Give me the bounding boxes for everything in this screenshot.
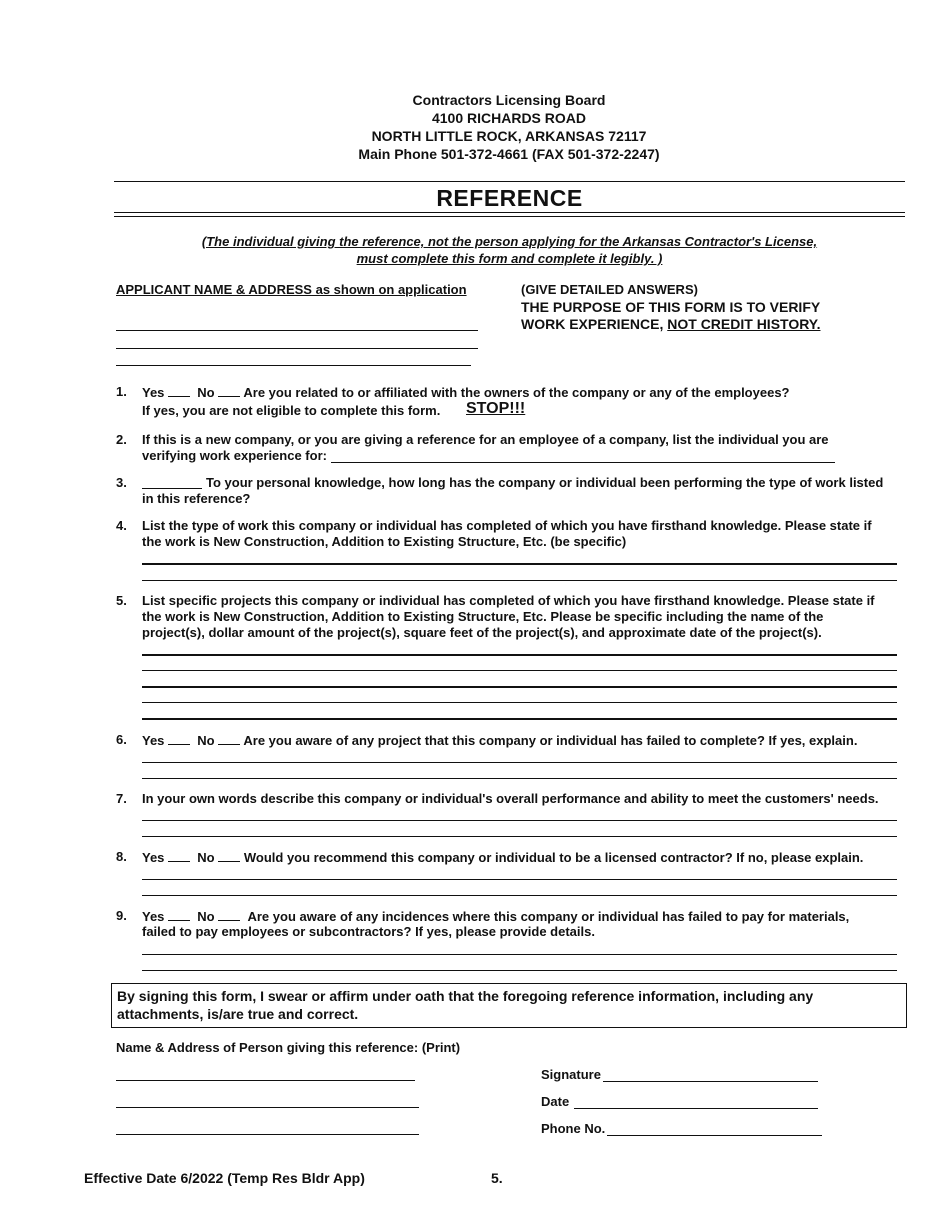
q9-row bbox=[142, 908, 849, 926]
q8-text: Would you recommend this company or individual to be a licensed contractor? If no, please explain. bbox=[243, 850, 864, 865]
q9-answer-line-2[interactable] bbox=[142, 970, 897, 971]
org-phone: Main Phone 501-372-4661 (FAX 501-372-2247) bbox=[358, 146, 660, 162]
q9-no-blank[interactable] bbox=[218, 908, 240, 921]
date-line[interactable] bbox=[574, 1108, 818, 1109]
q8-answer-line-2[interactable] bbox=[142, 895, 897, 896]
q6-yes-label: Yes bbox=[142, 733, 165, 748]
notice-line2: THE PURPOSE OF THIS FORM IS TO VERIFY bbox=[521, 299, 821, 315]
q8-no-label: No bbox=[197, 850, 215, 865]
q6-text: Are you aware of any project that this company or individual has failed to complete? If yes, explain. bbox=[243, 733, 858, 748]
q4-answer-line-1[interactable] bbox=[142, 563, 897, 565]
signer-line-3[interactable] bbox=[116, 1134, 419, 1135]
applicant-label-rest: as shown on application bbox=[311, 282, 467, 297]
q1-row bbox=[142, 384, 790, 402]
instructions-line1: (The individual giving the reference, not the person applying for the Arkansas Contractor's License, bbox=[201, 234, 818, 249]
q4-line2: the work is New Construction, Addition to Existing Structure, Etc. (be specific) bbox=[142, 534, 627, 549]
q5-number: 5. bbox=[116, 593, 127, 608]
q6-number: 6. bbox=[116, 732, 127, 747]
q9-answer-line-1[interactable] bbox=[142, 954, 897, 955]
q1-sub-row bbox=[142, 403, 440, 420]
signature-line[interactable] bbox=[603, 1081, 818, 1082]
q3-number: 3. bbox=[116, 475, 127, 490]
oath-box bbox=[111, 983, 907, 1028]
q1-sub: If yes, you are not eligible to complete this form. bbox=[142, 403, 441, 418]
phone-label: Phone No. bbox=[541, 1121, 606, 1136]
instructions-line2: must complete this form and complete it legibly. ) bbox=[356, 251, 663, 266]
q1-number: 1. bbox=[116, 384, 127, 399]
q2-line1: If this is a new company, or you are giving a reference for an employee of a company, list the individual you are bbox=[142, 432, 829, 447]
q5-line1: List specific projects this company or individual has completed of which you have firsthand knowledge. Please state if bbox=[142, 593, 875, 608]
notice-line3a: WORK EXPERIENCE, bbox=[521, 316, 668, 332]
q9-number: 9. bbox=[116, 908, 127, 923]
footer-page-number: 5. bbox=[491, 1170, 503, 1186]
q9-no-label: No bbox=[197, 909, 215, 924]
org-city: NORTH LITTLE ROCK, ARKANSAS 72117 bbox=[371, 128, 647, 144]
oath-line1: By signing this form, I swear or affirm under oath that the foregoing reference information, including any bbox=[117, 988, 814, 1004]
q6-answer-line-1[interactable] bbox=[142, 762, 897, 763]
applicant-line-2[interactable] bbox=[116, 348, 478, 349]
title-top-rule bbox=[114, 181, 905, 182]
q3-line2: in this reference? bbox=[142, 491, 251, 506]
applicant-label-bold: APPLICANT NAME & ADDRESS bbox=[116, 282, 312, 297]
q6-no-label: No bbox=[197, 733, 215, 748]
q9-line2: failed to pay employees or subcontractors? If yes, please provide details. bbox=[142, 924, 595, 939]
q8-number: 8. bbox=[116, 849, 127, 864]
q7-answer-line-2[interactable] bbox=[142, 836, 897, 837]
q8-yes-blank[interactable] bbox=[168, 849, 190, 862]
q7-text: In your own words describe this company or individual's overall performance and ability to meet the customers' needs. bbox=[142, 791, 879, 806]
notice-line3b: NOT CREDIT HISTORY. bbox=[667, 316, 821, 332]
q2-number: 2. bbox=[116, 432, 127, 447]
footer-effective-date: Effective Date 6/2022 (Temp Res Bldr App) bbox=[84, 1170, 365, 1186]
q8-no-blank[interactable] bbox=[218, 849, 240, 862]
q5-answer-line-5[interactable] bbox=[142, 718, 897, 720]
q8-row bbox=[142, 849, 863, 867]
signer-label: Name & Address of Person giving this reference: (Print) bbox=[116, 1040, 461, 1055]
notice-line1: (GIVE DETAILED ANSWERS) bbox=[521, 282, 698, 297]
q1-yes-label: Yes bbox=[142, 385, 165, 400]
q8-yes-label: Yes bbox=[142, 850, 165, 865]
page-title: REFERENCE bbox=[436, 185, 583, 211]
q2-line2: verifying work experience for: bbox=[142, 448, 327, 463]
q9-yes-blank[interactable] bbox=[168, 908, 190, 921]
q4-answer-line-2[interactable] bbox=[142, 580, 897, 581]
date-label: Date bbox=[541, 1094, 570, 1109]
title-bottom-rule bbox=[114, 212, 905, 213]
q6-row bbox=[142, 732, 857, 750]
q9-yes-label: Yes bbox=[142, 909, 165, 924]
q1-stop: STOP!!! bbox=[466, 400, 526, 417]
q4-number: 4. bbox=[116, 518, 127, 533]
q6-no-blank[interactable] bbox=[218, 732, 240, 745]
notice-line3 bbox=[521, 316, 820, 332]
q3-answer-blank[interactable] bbox=[142, 488, 202, 489]
q7-answer-line-1[interactable] bbox=[142, 820, 897, 821]
signer-line-2[interactable] bbox=[116, 1107, 419, 1108]
org-name: Contractors Licensing Board bbox=[412, 92, 606, 108]
phone-line[interactable] bbox=[607, 1135, 822, 1136]
q1-text: Are you related to or affiliated with the owners of the company or any of the employees? bbox=[243, 385, 790, 400]
q5-answer-line-2[interactable] bbox=[142, 670, 897, 671]
oath-line2: attachments, is/are true and correct. bbox=[117, 1006, 359, 1022]
q3-line1: To your personal knowledge, how long has the company or individual been performing the type of work listed bbox=[206, 475, 884, 490]
q5-line3: project(s), dollar amount of the project(s), square feet of the project(s), and approximate date of the project(s). bbox=[142, 625, 822, 640]
q5-answer-line-4[interactable] bbox=[142, 702, 897, 703]
applicant-label bbox=[116, 282, 467, 297]
q6-answer-line-2[interactable] bbox=[142, 778, 897, 779]
q1-yes-blank[interactable] bbox=[168, 384, 190, 397]
title-bottom-rule-2 bbox=[114, 216, 905, 217]
q9-line1: Are you aware of any incidences where this company or individual has failed to pay for materials, bbox=[247, 909, 850, 924]
q5-answer-line-3[interactable] bbox=[142, 686, 897, 688]
q1-no-blank[interactable] bbox=[218, 384, 240, 397]
q6-yes-blank[interactable] bbox=[168, 732, 190, 745]
applicant-line-3[interactable] bbox=[116, 365, 471, 366]
q4-line1: List the type of work this company or individual has completed of which you have firsthand knowledge. Please state if bbox=[142, 518, 872, 533]
q5-answer-line-1[interactable] bbox=[142, 654, 897, 656]
signature-label: Signature bbox=[541, 1067, 601, 1082]
q7-number: 7. bbox=[116, 791, 127, 806]
q2-answer-line[interactable] bbox=[331, 462, 835, 463]
q1-no-label: No bbox=[197, 385, 215, 400]
q5-line2: the work is New Construction, Addition to Existing Structure, Etc. Please be specific including the name of the bbox=[142, 609, 824, 624]
q8-answer-line-1[interactable] bbox=[142, 879, 897, 880]
org-street: 4100 RICHARDS ROAD bbox=[431, 110, 587, 126]
applicant-line-1[interactable] bbox=[116, 330, 478, 331]
signer-line-1[interactable] bbox=[116, 1080, 415, 1081]
